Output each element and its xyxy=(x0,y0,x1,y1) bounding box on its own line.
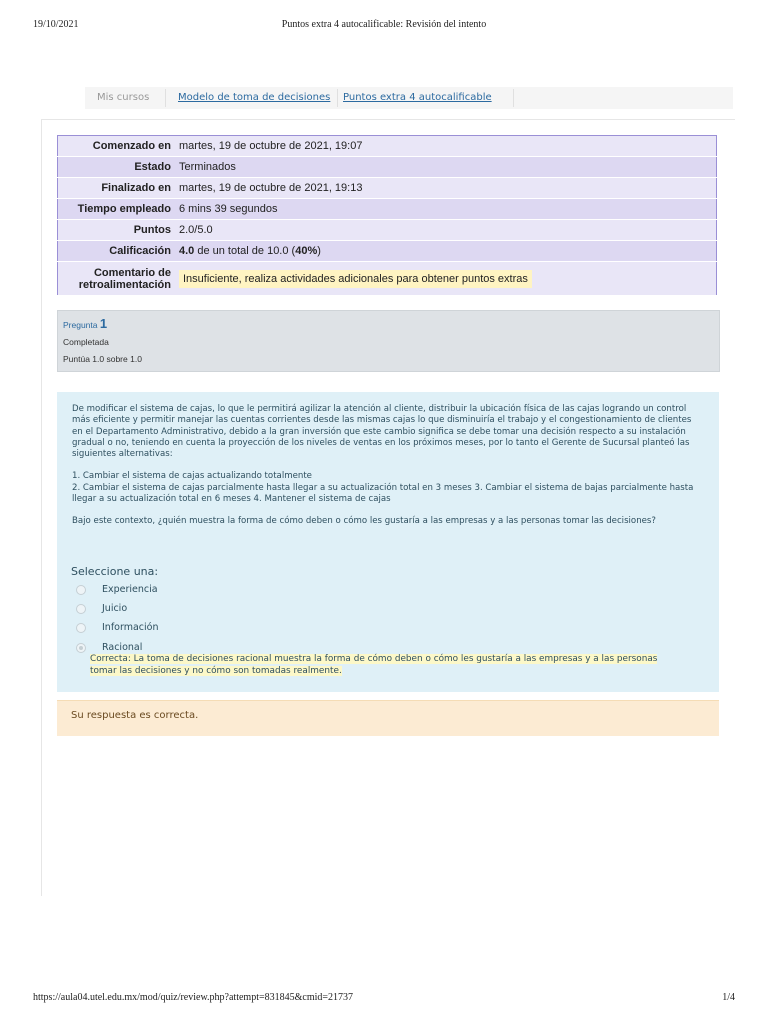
breadcrumb-mis-cursos[interactable]: Mis cursos xyxy=(97,92,150,103)
summary-row-calificacion xyxy=(58,241,717,262)
feedback-text: Correcta: La toma de decisiones racional muestra la forma de cómo deben o cómo les gustaría a las empresas y a las personas tomar las decisiones y no cómo son tomadas realmente. xyxy=(90,654,658,676)
summary-label: Estado xyxy=(58,157,176,178)
summary-label: Comenzado en xyxy=(58,136,176,157)
breadcrumb-separator xyxy=(513,89,514,107)
breadcrumb-quiz-link[interactable]: Puntos extra 4 autocalificable xyxy=(343,92,492,103)
breadcrumb-separator xyxy=(165,89,166,107)
comentario-value xyxy=(175,262,717,296)
question-paragraph: De modificar el sistema de cajas, lo que le permitirá agilizar la atención al cliente, distribuir la ubicación física de las cajas logrando un control más eficiente y permitir manejar las cuentas corrientes desde las mismas cajas lo que disminuiría el trabajo y el congestionamiento de clientes en el Departamento Administrativo, debido a la gran inversión que este cambio significa se debe tomar una decisión respecto a su instalación gradual o no, teniendo en cuenta la proyección de los niveles de ventas en los próximos meses, por lo tanto el Gerente de Sucursal planteó las siguientes alternativas: xyxy=(72,404,692,460)
calificacion-percent: 40% xyxy=(295,245,318,257)
outcome-text: Su respuesta es correcta. xyxy=(71,710,199,721)
summary-value: 6 mins 39 segundos xyxy=(175,199,717,220)
question-number xyxy=(63,316,107,331)
radio-icon[interactable] xyxy=(76,623,86,633)
choice-label: Experiencia xyxy=(102,584,158,595)
question-prompt-paragraph: Bajo este contexto, ¿quién muestra la forma de cómo deben o cómo les gustaría a las empresas y a las personas tomar las decisiones? xyxy=(72,516,656,527)
choice-label: Juicio xyxy=(102,603,128,614)
calificacion-middle: de un total de 10.0 ( xyxy=(194,245,296,257)
print-footer xyxy=(33,992,735,1006)
calificacion-end: ) xyxy=(317,245,321,257)
print-date: 19/10/2021 xyxy=(33,19,79,30)
choices-prompt: Seleccione una: xyxy=(71,565,159,578)
summary-label: Puntos xyxy=(58,220,176,241)
summary-row xyxy=(58,157,717,178)
outcome-box xyxy=(57,700,719,736)
calificacion-value xyxy=(175,241,717,262)
specific-feedback xyxy=(90,653,680,677)
summary-row xyxy=(58,136,717,157)
choice-label: Información xyxy=(102,622,159,633)
breadcrumb-separator xyxy=(337,89,338,107)
alternative-1: 1. Cambiar el sistema de cajas actualizando totalmente xyxy=(72,471,312,482)
question-label: Pregunta xyxy=(63,320,98,330)
summary-row-comentario xyxy=(58,262,717,296)
question-number-value: 1 xyxy=(99,316,108,331)
attempt-summary-table xyxy=(57,135,717,296)
alternative-2: 2. Cambiar el sistema de cajas parcialmente hasta llegar a su actualización total en 3 meses 3. Cambiar el sistema de bajas parcialmente hasta llegar a su actualización total en 6 meses 4. Mantener el sistema de cajas xyxy=(72,482,694,505)
summary-value: 2.0/5.0 xyxy=(175,220,717,241)
summary-row xyxy=(58,220,717,241)
summary-value: martes, 19 de octubre de 2021, 19:13 xyxy=(175,178,717,199)
print-url: https://aula04.utel.edu.mx/mod/quiz/review.php?attempt=831845&cmid=21737 xyxy=(33,992,354,1003)
summary-row xyxy=(58,178,717,199)
summary-value: Terminados xyxy=(175,157,717,178)
question-state: Completada xyxy=(63,337,109,347)
breadcrumb xyxy=(85,87,733,109)
question-alternatives xyxy=(72,471,704,505)
question-text xyxy=(72,404,704,539)
question-info xyxy=(57,310,720,372)
summary-row xyxy=(58,199,717,220)
summary-label: Calificación xyxy=(58,241,176,262)
calificacion-grade: 4.0 xyxy=(179,245,195,257)
summary-label: Tiempo empleado xyxy=(58,199,176,220)
choice-label: Racional xyxy=(102,642,143,653)
feedback-highlight: Insuficiente, realiza actividades adicionales para obtener puntos extras xyxy=(179,270,532,288)
print-title: Puntos extra 4 autocalificable: Revisión del intento xyxy=(281,19,487,30)
summary-label: Comentario de retroalimentación xyxy=(58,262,176,296)
question-content xyxy=(57,392,719,692)
summary-label: Finalizado en xyxy=(58,178,176,199)
radio-icon[interactable] xyxy=(76,585,86,595)
radio-checked-icon[interactable] xyxy=(76,643,86,653)
summary-value: martes, 19 de octubre de 2021, 19:07 xyxy=(175,136,717,157)
page-number: 1/4 xyxy=(722,992,735,1003)
radio-icon[interactable] xyxy=(76,604,86,614)
question-grade: Puntúa 1.0 sobre 1.0 xyxy=(63,354,142,364)
print-header xyxy=(33,19,735,33)
breadcrumb-course-link[interactable]: Modelo de toma de decisiones xyxy=(178,92,331,103)
